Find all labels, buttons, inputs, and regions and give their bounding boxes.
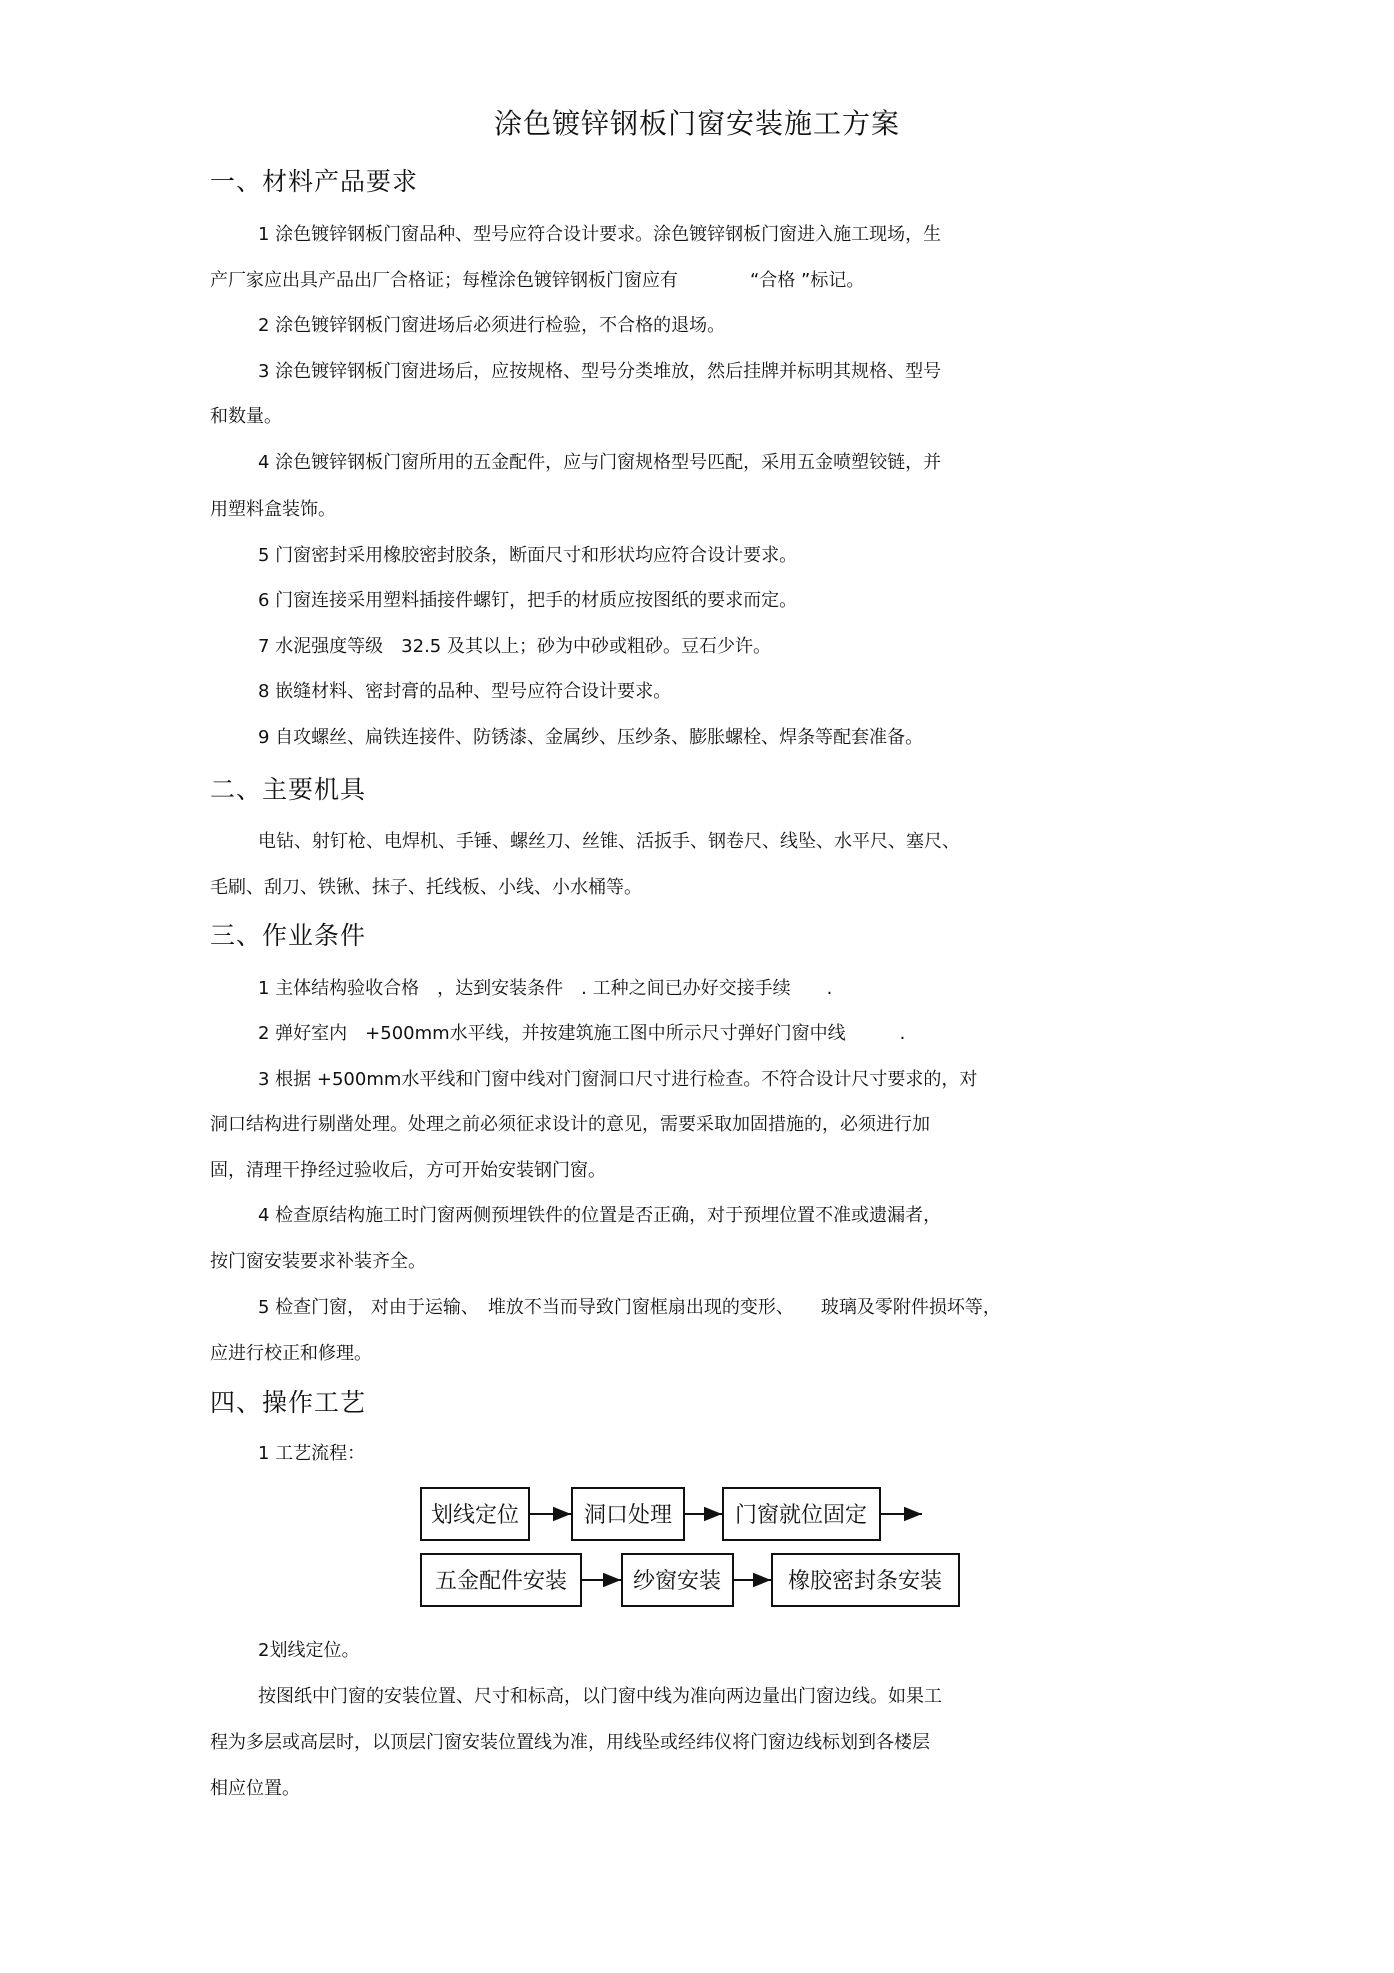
flow-label: 洞口处理 <box>583 1503 673 1528</box>
paragraph-line: 9 自攻螺丝、扁铁连接件、防锈漆、金属纱、压纱条、膨胀螺栓、焊条等配套准备。 <box>258 727 924 748</box>
paragraph-line: 1 主体结构验收合格 ，达到安装条件 . 工种之间已办好交接手续 . <box>258 978 833 999</box>
flow-label: 门窗就位固定 <box>734 1503 868 1528</box>
paragraph-line: 4 检查原结构施工时门窗两侧预埋铁件的位置是否正确，对于预埋位置不准或遗漏者， <box>258 1205 942 1226</box>
paragraph-line: 程为多层或高层时，以顶层门窗安装位置线为准，用线坠或经纬仪将门窗边线标划到各楼层 <box>210 1732 930 1753</box>
paragraph-line: 3 涂色镀锌钢板门窗进场后，应按规格、型号分类堆放，然后挂牌并标明其规格、型号 <box>258 361 942 382</box>
paragraph-line: 应进行校正和修理。 <box>210 1343 372 1364</box>
paragraph-line: 2 弹好室内 +500mm水平线，并按建筑施工图中所示尺寸弹好门窗中线 . <box>258 1023 906 1044</box>
paragraph-line: 2划线定位。 <box>258 1640 360 1661</box>
paragraph-line: 洞口结构进行剔凿处理。处理之前必须征求设计的意见，需要采取加固措施的，必须进行加 <box>210 1114 930 1135</box>
process-flow-diagram <box>420 1484 980 1624</box>
paragraph-line: 7 水泥强度等级 32.5 及其以上；砂为中砂或粗砂。豆石少许。 <box>258 636 771 657</box>
paragraph-line: 4 涂色镀锌钢板门窗所用的五金配件，应与门窗规格型号匹配，采用五金喷塑铰链，并 <box>258 452 942 473</box>
section-heading-tools: 二、主要机具 <box>210 775 367 804</box>
paragraph-line: 8 嵌缝材料、密封膏的品种、型号应符合设计要求。 <box>258 681 672 702</box>
paragraph-line: 相应位置。 <box>210 1778 300 1799</box>
flow-label: 纱窗安装 <box>632 1569 722 1594</box>
flow-label: 五金配件安装 <box>434 1569 568 1594</box>
paragraph-line: 5 门窗密封采用橡胶密封胶条，断面尺寸和形状均应符合设计要求。 <box>258 545 798 566</box>
flow-label: 橡胶密封条安装 <box>787 1569 943 1594</box>
paragraph-line: 2 涂色镀锌钢板门窗进场后必须进行检验，不合格的退场。 <box>258 315 726 336</box>
paragraph-line: 毛刷、刮刀、铁锹、抹子、托线板、小线、小水桶等。 <box>210 877 642 898</box>
paragraph-line: 1 工艺流程： <box>258 1443 366 1464</box>
flow-label: 划线定位 <box>430 1503 520 1528</box>
paragraph-line: 按门窗安装要求补装齐全。 <box>210 1251 426 1272</box>
paragraph-line: 6 门窗连接采用塑料插接件螺钉，把手的材质应按图纸的要求而定。 <box>258 590 798 611</box>
section-heading-materials: 一、材料产品要求 <box>210 167 419 196</box>
paragraph-line: 固，清理干挣经过验收后，方可开始安装钢门窗。 <box>210 1160 606 1181</box>
paragraph-line: 1 涂色镀锌钢板门窗品种、型号应符合设计要求。涂色镀锌钢板门窗进入施工现场，生 <box>258 224 942 245</box>
section-heading-process: 四、操作工艺 <box>210 1388 367 1417</box>
paragraph-line: 按图纸中门窗的安装位置、尺寸和标高，以门窗中线为准向两边量出门窗边线。如果工 <box>258 1686 942 1707</box>
document-title: 涂色镀锌钢板门窗安装施工方案 <box>493 107 900 140</box>
paragraph-line: 和数量。 <box>210 406 282 427</box>
paragraph-line: 电钻、射钉枪、电焊机、手锤、螺丝刀、丝锥、活扳手、钢卷尺、线坠、水平尺、塞尺、 <box>258 831 960 852</box>
paragraph-line: 5 检查门窗， 对由于运输、 堆放不当而导致门窗框扇出现的变形、 玻璃及零附件损坏等， <box>258 1297 1001 1318</box>
section-heading-conditions: 三、作业条件 <box>210 921 367 950</box>
paragraph-line: 3 根据 +500mm水平线和门窗中线对门窗洞口尺寸进行检查。不符合设计尺寸要求的，对 <box>258 1069 978 1090</box>
paragraph-line: 用塑料盒装饰。 <box>210 499 336 520</box>
paragraph-line: 产厂家应出具产品出厂合格证；每樘涂色镀锌钢板门窗应有 “合格 ”标记。 <box>210 270 865 291</box>
